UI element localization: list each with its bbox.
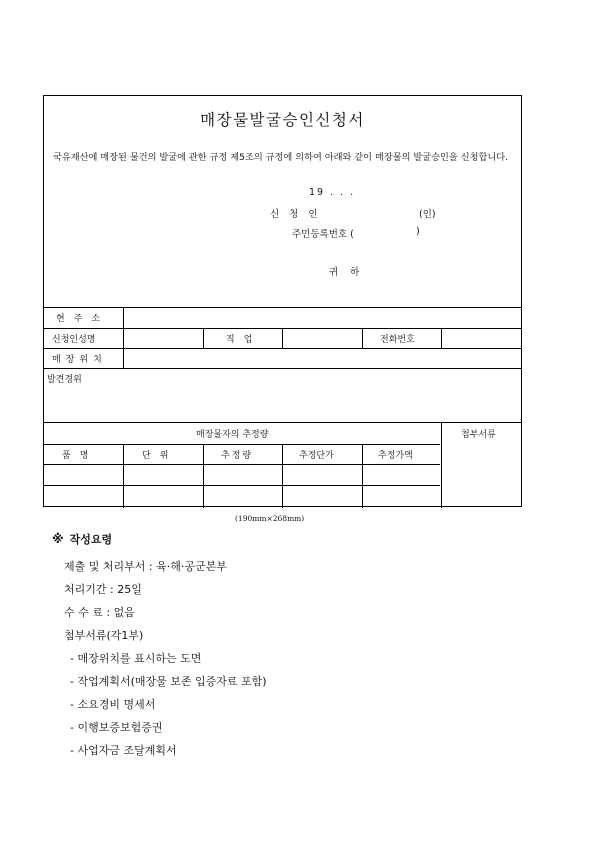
writing-guide	[52, 531, 552, 762]
applicant-name-label: 신청인성명	[52, 335, 96, 345]
resident-number-close: )	[416, 226, 420, 237]
address-label: 현주소	[56, 314, 110, 324]
guide-heading	[52, 531, 552, 547]
form-title: 매장물발굴승인신청서	[200, 111, 365, 129]
divider	[441, 422, 442, 508]
estimate-header: 매장물자의 추정량	[196, 430, 269, 440]
applicant-label: 신청인	[270, 209, 328, 220]
intro-text: 국유재산에 매장된 물건의 발굴에 관한 규정 제5조의 규정에 의하여 아래와 같이 매장물의 발굴승인을 신청합니다.	[53, 152, 508, 163]
discovery-circumstance-label: 발견경위	[47, 375, 82, 385]
divider	[44, 368, 521, 369]
guide-bullet: - 매장위치를 표시하는 도면	[70, 652, 202, 665]
resident-number-label: 주민등록번호 (	[292, 229, 354, 240]
column-item-name: 품명	[62, 451, 98, 461]
guide-line-processing-period: 처리기간 : 25일	[64, 583, 142, 596]
divider	[441, 328, 442, 348]
column-unit: 단위	[142, 451, 178, 461]
divider	[44, 485, 440, 486]
divider	[203, 444, 204, 508]
divider	[123, 307, 124, 368]
divider	[44, 444, 440, 445]
divider	[282, 328, 283, 348]
guide-line-department: 제출 및 처리부서 : 육·해·공군본부	[64, 560, 227, 573]
column-estimated-quantity: 추정량	[221, 451, 254, 461]
divider	[44, 422, 521, 423]
divider	[44, 307, 521, 308]
divider	[44, 464, 440, 465]
column-estimated-unit-price: 추정단가	[299, 451, 334, 461]
guide-line-attachments: 첨부서류(각1부)	[64, 629, 144, 642]
date-field: 19 . . .	[309, 187, 356, 198]
divider	[362, 328, 363, 348]
phone-label: 전화번호	[380, 335, 415, 345]
seal-mark: (인)	[419, 209, 436, 220]
guide-heading-text: 작성요령	[69, 533, 113, 546]
divider	[362, 444, 363, 508]
guide-bullet: - 이행보증보험증권	[70, 721, 163, 734]
guide-line-fee: 수 수 료 : 없음	[64, 606, 135, 619]
application-form	[43, 95, 522, 507]
divider	[282, 444, 283, 508]
attachments-header: 첨부서류	[461, 430, 496, 440]
guide-bullet: - 소요경비 명세서	[70, 698, 156, 711]
guide-bullet: - 작업계획서(매장물 보존 입증자료 포함)	[70, 675, 267, 688]
column-estimated-value: 추정가액	[378, 451, 413, 461]
recipient-label: 귀하	[329, 267, 372, 278]
guide-bullet: - 사업자금 조달계획서	[70, 744, 177, 757]
reference-mark-icon: ※	[52, 532, 64, 546]
divider	[44, 348, 521, 349]
paper-dimensions: (190mm×268mm)	[235, 514, 305, 523]
occupation-label: 직업	[226, 335, 262, 345]
burial-location-label: 매장위치	[52, 355, 107, 365]
divider	[203, 328, 204, 348]
divider	[123, 444, 124, 508]
